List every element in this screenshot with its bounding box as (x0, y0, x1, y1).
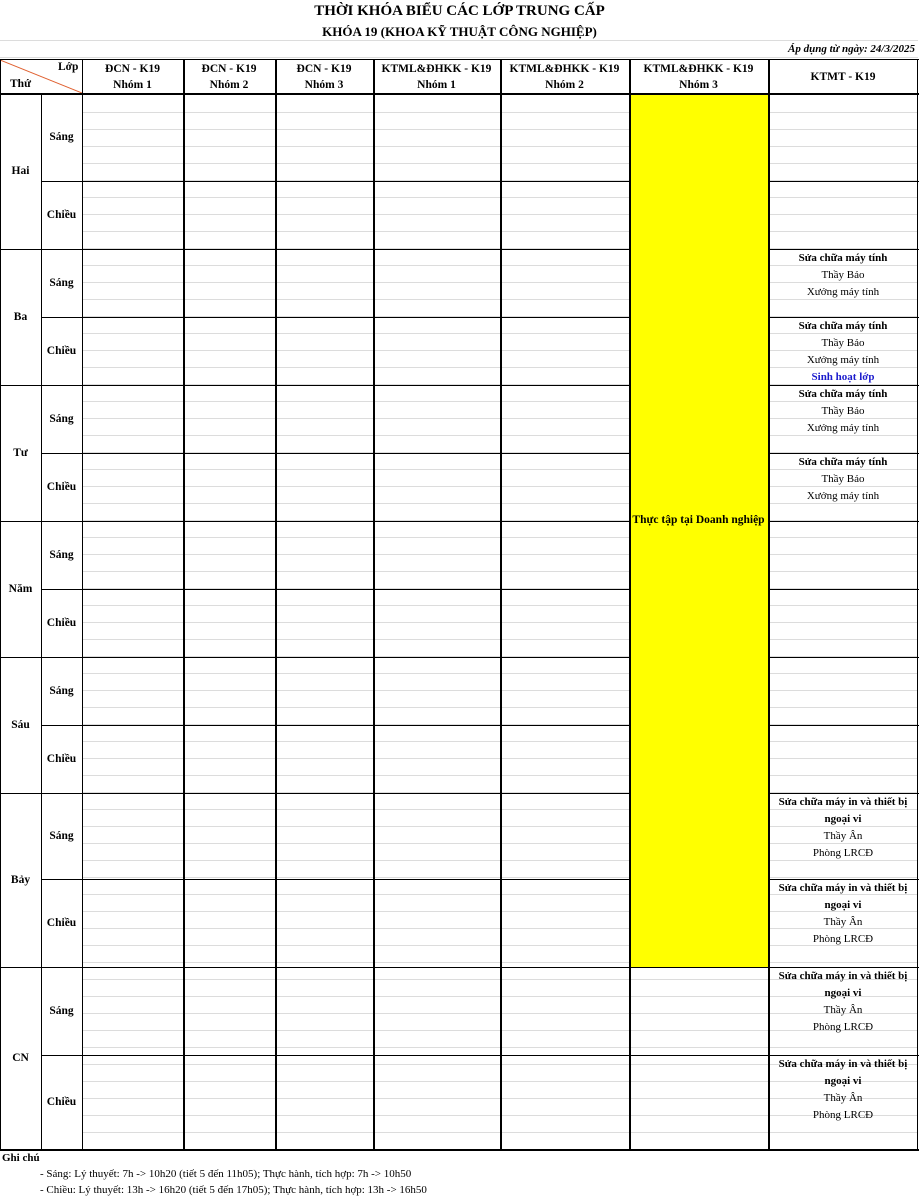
day-border (0, 249, 629, 250)
session-label: Chiều (46, 917, 77, 929)
entry-subject: Sửa chữa máy in và thiết bị ngoại vi (778, 970, 908, 999)
column-line (183, 60, 185, 1149)
entry-subject: Sửa chữa máy tính (798, 320, 888, 332)
entry-room: Phòng LRCĐ (812, 1109, 874, 1121)
schedule-entry-tu-sang (768, 385, 918, 453)
day-border (768, 793, 919, 794)
day-border (768, 385, 919, 386)
entry-room: Phòng LRCĐ (812, 847, 874, 859)
session-label: Chiều (46, 617, 77, 629)
session-border (768, 879, 919, 880)
column-header-5 (500, 60, 629, 93)
page-title: THỜI KHÓA BIỂU CÁC LỚP TRUNG CẤP (314, 3, 605, 19)
day-border (0, 967, 919, 968)
entry-room: Xưởng máy tính (806, 286, 880, 298)
schedule-entry-ba-chieu (768, 317, 918, 385)
page-subtitle: KHÓA 19 (KHOA KỸ THUẬT CÔNG NGHIỆP) (322, 24, 597, 39)
applied-date: Áp dụng từ ngày: 24/3/2025 (788, 43, 915, 55)
entry-room: Xưởng máy tính (806, 354, 880, 366)
entry-subject: Sửa chữa máy in và thiết bị ngoại vi (778, 882, 908, 911)
session-border (41, 317, 629, 318)
column-class-name: KTML&ĐHKK - K19 (509, 62, 620, 75)
column-line (500, 60, 502, 1149)
column-group-name: Nhóm 3 (304, 78, 344, 91)
entry-teacher: Thầy Ân (823, 1092, 863, 1104)
day-border (0, 657, 629, 658)
day-border (0, 793, 629, 794)
internship-label: Thực tập tại Doanh nghiệp (632, 514, 765, 526)
entry-teacher: Thầy Ân (823, 830, 863, 842)
day-label: Hai (11, 165, 30, 177)
entry-subject: Sửa chữa máy tính (798, 456, 888, 468)
entry-subject: Sửa chữa máy in và thiết bị ngoại vi (778, 1058, 908, 1087)
column-line (629, 60, 631, 1149)
entry-room: Phòng LRCĐ (812, 933, 874, 945)
internship-block (629, 93, 768, 967)
session-label: Chiều (46, 1096, 77, 1108)
column-header-3 (275, 60, 373, 93)
session-border (41, 181, 629, 182)
session-border (768, 181, 919, 182)
column-header-2 (183, 60, 275, 93)
corner-label-day: Thứ (10, 78, 31, 90)
table-right-border (917, 60, 918, 1149)
session-label: Chiều (46, 345, 77, 357)
header-bottom-border (0, 93, 919, 95)
session-label: Chiều (46, 481, 77, 493)
column-class-name: ĐCN - K19 (105, 62, 160, 75)
column-class-name: ĐCN - K19 (296, 62, 352, 75)
column-header-6 (629, 60, 768, 93)
column-header-7 (768, 60, 918, 93)
entry-teacher: Thầy Bảo (821, 269, 865, 281)
day-border (768, 521, 919, 522)
session-label: Sáng (49, 131, 74, 143)
schedule-entry-bay-chieu (768, 879, 918, 967)
note-morning: - Sáng: Lý thuyết: 7h -> 10h20 (tiết 5 đến 11h05); Thực hành, tích hợp: 7h -> 10h50 (40, 1168, 412, 1180)
column-group-name: Nhóm 1 (417, 78, 456, 91)
entry-room: Xưởng máy tính (806, 422, 880, 434)
table-left-border (0, 60, 1, 1149)
column-class-name: ĐCN - K19 (201, 62, 257, 75)
session-border (41, 725, 629, 726)
table-top-border (0, 59, 919, 60)
notes-heading: Ghi chú (2, 1152, 40, 1164)
day-label: Bảy (10, 874, 31, 886)
column-header-4 (373, 60, 500, 93)
session-border (768, 317, 919, 318)
column-line (768, 60, 770, 1149)
entry-subject: Sửa chữa máy tính (798, 388, 888, 400)
session-label: Chiều (46, 753, 77, 765)
session-label: Sáng (49, 413, 74, 425)
session-label: Sáng (49, 549, 74, 561)
session-border (41, 879, 629, 880)
note-afternoon: - Chiều: Lý thuyết: 13h -> 16h20 (tiết 5 đến 17h05); Thực hành, tích hợp: 13h -> 16h50 (40, 1184, 427, 1196)
column-class-name: KTML&ĐHKK - K19 (643, 62, 754, 75)
entry-teacher: Thầy Ân (823, 916, 863, 928)
entry-room: Xưởng máy tính (806, 490, 880, 502)
day-label: Tư (13, 447, 28, 459)
column-line (275, 60, 277, 1149)
column-group-name: Nhóm 2 (209, 78, 249, 91)
day-border (768, 657, 919, 658)
entry-teacher: Thầy Bảo (821, 337, 865, 349)
column-line (82, 60, 83, 1149)
session-label: Chiều (46, 209, 77, 221)
day-border (768, 249, 919, 250)
entry-teacher: Thầy Bảo (821, 473, 865, 485)
entry-activity: Sinh hoạt lớp (811, 371, 875, 383)
column-group-name: Nhóm 3 (679, 78, 718, 91)
session-label: Sáng (49, 277, 74, 289)
session-border (768, 725, 919, 726)
session-border (768, 453, 919, 454)
schedule-entry-cn-sang (768, 967, 918, 1055)
day-border (0, 385, 629, 386)
entry-teacher: Thầy Bảo (821, 405, 865, 417)
session-border (41, 453, 629, 454)
column-group-name: Nhóm 2 (545, 78, 584, 91)
gridline (0, 57, 918, 58)
column-group-name: Nhóm 1 (113, 78, 152, 91)
session-border (768, 589, 919, 590)
schedule-entry-bay-sang (768, 793, 918, 879)
notes-section (2, 1150, 427, 1198)
session-label: Sáng (49, 685, 74, 697)
gridline (0, 40, 918, 41)
column-class-name: KTML&ĐHKK - K19 (381, 62, 492, 75)
day-border (0, 521, 629, 522)
schedule-entry-tu-chieu (768, 453, 918, 521)
day-label: Ba (13, 311, 28, 323)
column-line (373, 60, 375, 1149)
entry-subject: Sửa chữa máy tính (798, 252, 888, 264)
day-label: Sáu (11, 719, 30, 731)
schedule-entry-cn-chieu (768, 1055, 918, 1149)
session-border (41, 1055, 919, 1056)
session-border (41, 589, 629, 590)
session-label: Sáng (49, 1005, 74, 1017)
column-line (41, 93, 42, 1149)
column-class-name: KTMT - K19 (810, 70, 876, 83)
column-header-1 (82, 60, 183, 93)
session-label: Sáng (49, 830, 74, 842)
entry-teacher: Thầy Ân (823, 1004, 863, 1016)
entry-room: Phòng LRCĐ (812, 1021, 874, 1033)
corner-label-class: Lớp (58, 61, 79, 73)
day-label: Năm (8, 583, 33, 595)
schedule-entry-ba-sang (768, 249, 918, 317)
entry-subject: Sửa chữa máy in và thiết bị ngoại vi (778, 796, 908, 825)
day-label: CN (12, 1052, 29, 1064)
